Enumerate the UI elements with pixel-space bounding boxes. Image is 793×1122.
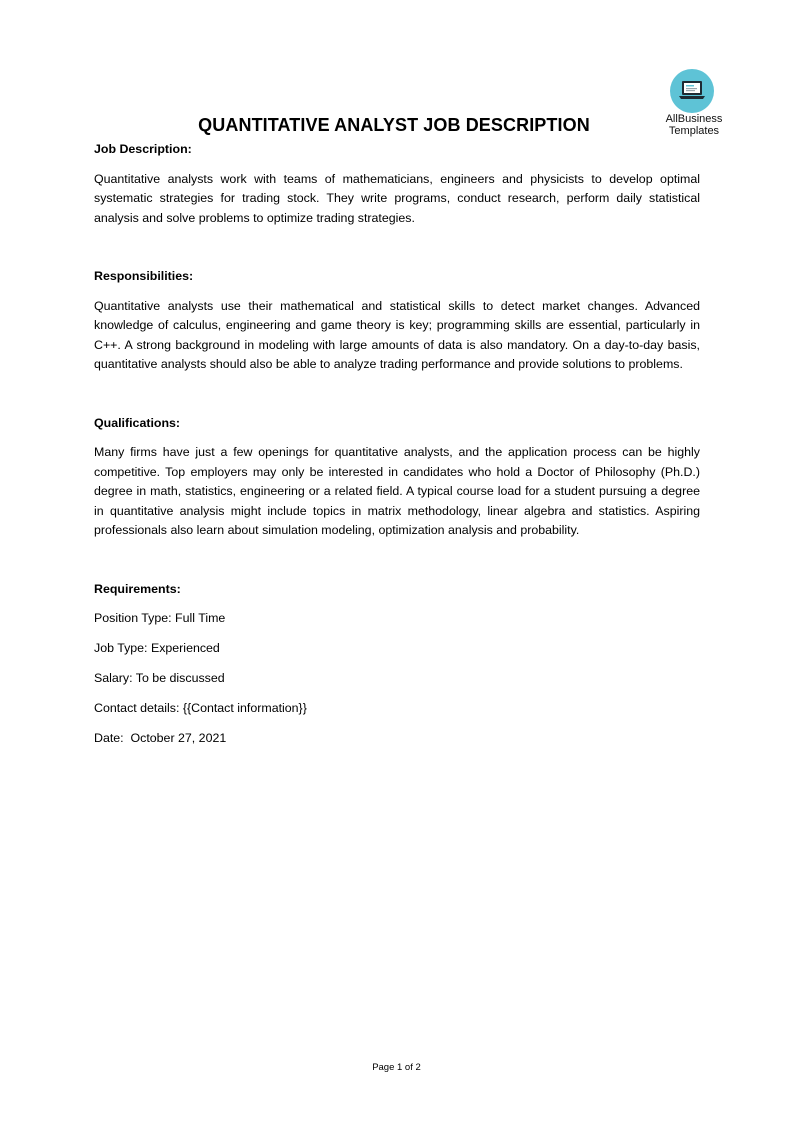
- page-number: Page 1 of 2: [372, 1062, 421, 1073]
- section-heading: Qualifications:: [94, 415, 181, 430]
- requirement-job-type: Job Type: Experienced: [94, 641, 220, 655]
- section-paragraph: Quantitative analysts work with teams of mathematicians, engineers and physicists to develop optimal systematic strategies for trading stock. They write programs, conduct research, perform daily statistical analysis and solve problems to optimize trading strategies.: [94, 171, 700, 225]
- logo-line-2: Templates: [668, 125, 720, 137]
- section-responsibilities: [94, 267, 700, 375]
- document-body: [94, 139, 700, 759]
- logo-badge: [670, 69, 714, 113]
- section-requirements: [94, 580, 700, 749]
- logo-line-1: AllBusiness: [665, 113, 723, 125]
- requirement-salary: Salary: To be discussed: [94, 671, 225, 685]
- section-paragraph: Many firms have just a few openings for quantitative analysts, and the application process can be highly competitive. Top employers may only be interested in candidates who hold a Doctor of Philosophy (Ph.D.) degree in math, statistics, engineering or a related field. A typical course load for a student pursuing a degree in quantitative analysis might include topics in matrix methodology, linear algebra and statistics. Aspiring professionals also learn about simulation modeling, optimization analysis and probability.: [94, 445, 700, 537]
- section-qualifications: [94, 414, 700, 541]
- requirement-date: Date: October 27, 2021: [94, 731, 227, 745]
- section-heading: Requirements:: [94, 581, 181, 596]
- section-heading: Job Description:: [94, 142, 192, 156]
- requirement-position-type: Position Type: Full Time: [94, 611, 226, 625]
- section-heading: Responsibilities:: [94, 269, 194, 283]
- section-paragraph: Quantitative analysts use their mathematical and statistical skills to detect market changes. Advanced knowledge of calculus, engineering and game theory is key; programming skills are essential, particularly in C++. A strong background in modeling with large amounts of data is also mandatory. On a day-to-day basis, quantitative analysts should also be able to analyze trading performance and provide solutions to problems.: [94, 298, 700, 371]
- laptop-icon: [679, 80, 705, 102]
- requirement-contact-details: Contact details: {{Contact information}}: [94, 701, 307, 715]
- document-title: QUANTITATIVE ANALYST JOB DESCRIPTION: [198, 115, 590, 135]
- section-job-description: [94, 140, 700, 228]
